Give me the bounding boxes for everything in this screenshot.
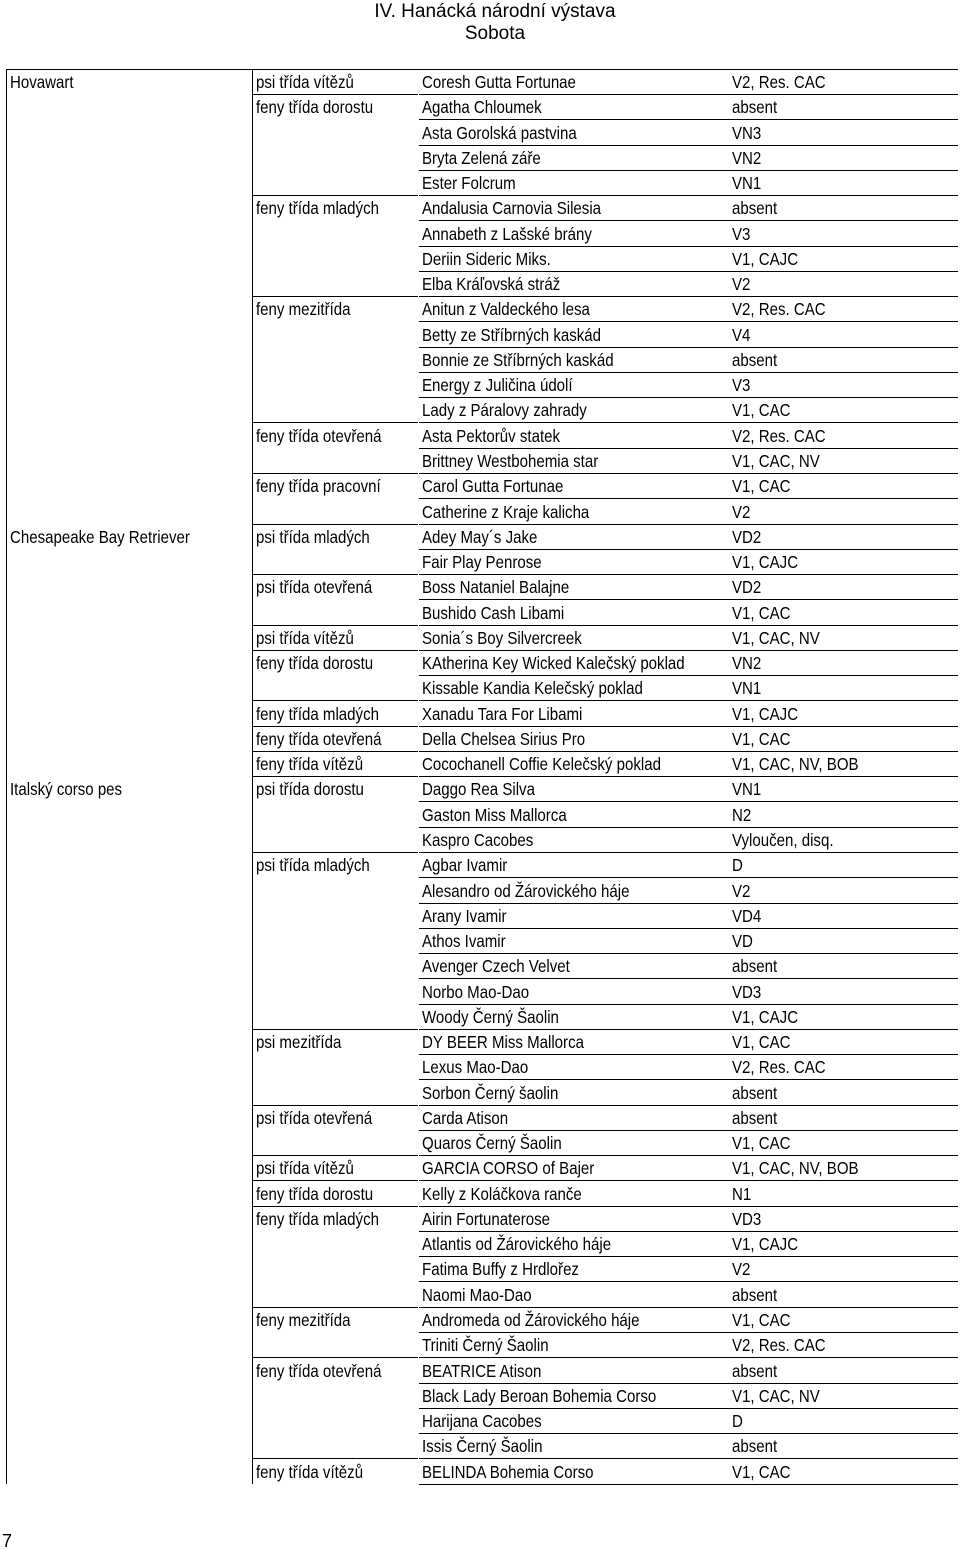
table-row [0,803,960,828]
class-cell: feny třída mladých [256,1208,379,1229]
result-cell: VD3 [732,1208,762,1229]
table-row [0,348,960,373]
table-row [0,853,960,878]
table-row [0,626,960,651]
table-row [0,904,960,929]
table-row [0,1055,960,1080]
class-cell: feny mezitřída [256,299,351,320]
row-divider [419,1484,958,1485]
dog-name-cell: Atlantis od Žárovického háje [422,1234,612,1255]
dog-name-cell: Boss Nataniel Balajne [422,577,570,598]
dog-name-cell: Della Chelsea Sirius Pro [422,728,586,749]
class-cell: feny třída vítězů [256,1461,364,1482]
table-row [0,95,960,120]
class-cell: feny třída otevřená [256,1360,382,1381]
dog-name-cell: Quaros Černý Šaolin [422,1133,562,1154]
page-number: 7 [2,1531,13,1551]
result-cell: V3 [732,223,751,244]
table-row [0,1434,960,1459]
table-row [0,954,960,979]
class-cell: feny mezitřída [256,1310,351,1331]
dog-name-cell: BEATRICE Atison [422,1360,542,1381]
dog-name-cell: Adey May´s Jake [422,526,538,547]
result-cell: D [732,855,743,876]
table-row [0,121,960,146]
table-row [0,373,960,398]
class-cell: psi třída vítězů [256,627,354,648]
result-cell: V2, Res. CAC [732,299,826,320]
table-row [0,828,960,853]
table-row [0,1182,960,1207]
dog-name-cell: Energy z Juličina údolí [422,375,573,396]
dog-name-cell: Issis Černý Šaolin [422,1436,543,1457]
result-cell: V1, CAC, NV, BOB [732,1158,859,1179]
page-title: IV. Hanácká národní výstava [374,1,616,22]
dog-name-cell: Kelly z Koláčkova ranče [422,1183,582,1204]
class-cell: psi třída vítězů [256,1158,354,1179]
result-cell: V3 [732,375,751,396]
result-cell: V1, CAC [732,1032,791,1053]
result-cell: V2 [732,274,751,295]
table-row [0,1106,960,1131]
dog-name-cell: Kissable Kandia Kelečský poklad [422,678,643,699]
class-cell: feny třída vítězů [256,754,364,775]
table-row [0,1207,960,1232]
dog-name-cell: KAtherina Key Wicked Kalečský poklad [422,653,685,674]
table-row [0,1308,960,1333]
class-cell: feny třída mladých [256,703,379,724]
result-cell: absent [732,1284,778,1305]
class-cell: psi třída mladých [256,526,370,547]
result-cell: absent [732,1436,778,1457]
class-cell: psi třída dorostu [256,779,364,800]
dog-name-cell: Lexus Mao-Dao [422,1057,529,1078]
table-row [0,1283,960,1308]
result-cell: V1, CAC, NV [732,1385,820,1406]
table-row [0,752,960,777]
dog-name-cell: BELINDA Bohemia Corso [422,1461,594,1482]
result-cell: V1, CAC [732,1461,791,1482]
table-row [0,1257,960,1282]
result-cell: V2, Res. CAC [732,1057,826,1078]
dog-name-cell: Gaston Miss Mallorca [422,804,567,825]
result-cell: Vyloučen, disq. [732,829,834,850]
result-cell: V2, Res. CAC [732,1335,826,1356]
table-row [0,146,960,171]
table-row [0,171,960,196]
table-row [0,1030,960,1055]
dog-name-cell: Carda Atison [422,1107,509,1128]
result-cell: V1, CAJC [732,248,799,269]
dog-name-cell: Alesandro od Žárovického háje [422,880,630,901]
dog-name-cell: Sonia´s Boy Silvercreek [422,627,582,648]
class-cell: psi třída vítězů [256,72,354,92]
result-cell: V1, CAC [732,1133,791,1154]
dog-name-cell: Norbo Mao-Dao [422,981,530,1002]
dog-name-cell: Andalusia Carnovia Silesia [422,198,602,219]
result-cell: V1, CAC, NV, BOB [732,754,859,775]
table-row [0,247,960,272]
table-row [0,1131,960,1156]
dog-name-cell: Airin Fortunaterose [422,1208,550,1229]
dog-name-cell: Daggo Rea Silva [422,779,535,800]
table-row [0,676,960,701]
table-row [0,474,960,499]
result-cell: V1, CAJC [732,552,799,573]
table-row [0,1409,960,1434]
table-row [0,601,960,626]
page-subtitle: Sobota [464,23,526,44]
result-cell: VN1 [732,678,762,699]
result-cell: VN1 [732,173,762,194]
result-cell: V1, CAC [732,728,791,749]
dog-name-cell: Bryta Zelená záře [422,147,541,168]
table-row [0,1384,960,1409]
result-cell: V2, Res. CAC [732,72,826,92]
table-row [0,651,960,676]
result-cell: N2 [732,804,752,825]
class-cell: feny třída mladých [256,198,379,219]
table-row [0,398,960,423]
result-cell: V1, CAJC [732,1006,799,1027]
dog-name-cell: Coresh Gutta Fortunae [422,72,576,92]
dog-name-cell: Carol Gutta Fortunae [422,476,564,497]
table-row [0,980,960,1005]
result-cell: VN2 [732,653,762,674]
dog-name-cell: Asta Pektorův statek [422,425,561,446]
dog-name-cell: DY BEER Miss Mallorca [422,1032,584,1053]
dog-name-cell: GARCIA CORSO of Bajer [422,1158,595,1179]
result-cell: V1, CAJC [732,1234,799,1255]
result-cell: VN1 [732,779,762,800]
dog-name-cell: Ester Folcrum [422,173,516,194]
dog-name-cell: Harijana Cacobes [422,1411,542,1432]
dog-name-cell: Anitun z Valdeckého lesa [422,299,590,320]
table-row [0,1156,960,1181]
dog-name-cell: Agatha Chloumek [422,97,542,118]
dog-name-cell: Woody Černý Šaolin [422,1006,559,1027]
dog-name-cell: Triniti Černý Šaolin [422,1335,549,1356]
result-cell: absent [732,1082,778,1103]
class-cell: psi třída mladých [256,855,370,876]
table-row [0,449,960,474]
results-table [0,70,960,1485]
result-cell: absent [732,198,778,219]
dog-name-cell: Sorbon Černý šaolin [422,1082,559,1103]
dog-name-cell: Naomi Mao-Dao [422,1284,532,1305]
dog-name-cell: Catherine z Kraje kalicha [422,501,590,522]
breed-cell: Italský corso pes [10,779,123,800]
result-cell: V1, CAC [732,476,791,497]
table-row [0,575,960,600]
result-cell: V4 [732,324,751,345]
result-cell: V2 [732,880,751,901]
result-cell: V1, CAJC [732,703,799,724]
class-cell: feny třída dorostu [256,653,374,674]
dog-name-cell: Fatima Buffy z Hrdlořez [422,1259,579,1280]
result-cell: absent [732,349,778,370]
dog-name-cell: Andromeda od Žárovického háje [422,1310,640,1331]
table-row [0,1333,960,1358]
table-row [0,1005,960,1030]
result-cell: N1 [732,1183,752,1204]
dog-name-cell: Lady z Páralovy zahrady [422,400,587,421]
dog-name-cell: Brittney Westbohemia star [422,450,599,471]
class-cell: psi mezitřída [256,1032,342,1053]
dog-name-cell: Avenger Czech Velvet [422,956,570,977]
result-cell: V1, CAC [732,1310,791,1331]
dog-name-cell: Asta Gorolská pastvina [422,122,577,143]
result-cell: absent [732,1360,778,1381]
table-row [0,1232,960,1257]
table-row [0,222,960,247]
result-cell: VN3 [732,122,762,143]
dog-name-cell: Black Lady Beroan Bohemia Corso [422,1385,657,1406]
table-row [0,929,960,954]
dog-name-cell: Cocochanell Coffie Kelečský poklad [422,754,661,775]
dog-name-cell: Agbar Ivamir [422,855,508,876]
result-cell: V2 [732,1259,751,1280]
class-cell: feny třída dorostu [256,97,374,118]
table-row [0,525,960,550]
result-cell: absent [732,1107,778,1128]
table-row [0,702,960,727]
dog-name-cell: Bonnie ze Stříbrných kaskád [422,349,614,370]
result-cell: absent [732,97,778,118]
table-row [0,1359,960,1384]
class-cell: feny třída otevřená [256,425,382,446]
result-cell: VD2 [732,526,762,547]
result-cell: V1, CAC [732,602,791,623]
result-cell: V1, CAC [732,400,791,421]
dog-name-cell: Deriin Sideric Miks. [422,248,551,269]
dog-name-cell: Annabeth z Lašské brány [422,223,592,244]
dog-name-cell: Athos Ivamir [422,931,506,952]
dog-name-cell: Betty ze Stříbrných kaskád [422,324,602,345]
class-cell: feny třída otevřená [256,728,382,749]
class-cell: psi třída otevřená [256,1107,373,1128]
result-cell: VD4 [732,905,762,926]
breed-cell: Chesapeake Bay Retriever [10,526,190,547]
class-cell: feny třída dorostu [256,1183,374,1204]
result-cell: D [732,1411,743,1432]
result-cell: V2 [732,501,751,522]
table-row [0,323,960,348]
breed-cell: Hovawart [10,72,74,92]
result-cell: V1, CAC, NV [732,627,820,648]
dog-name-cell: Xanadu Tara For Libami [422,703,583,724]
result-cell: VN2 [732,147,762,168]
dog-name-cell: Bushido Cash Libami [422,602,565,623]
result-cell: VD2 [732,577,762,598]
dog-name-cell: Elba Kráľovská stráž [422,274,561,295]
table-row [0,500,960,525]
dog-name-cell: Arany Ivamir [422,905,507,926]
table-row [0,879,960,904]
table-row [0,727,960,752]
table-row [0,1460,960,1485]
table-row [0,70,960,95]
table-row [0,550,960,575]
dog-name-cell: Fair Play Penrose [422,552,542,573]
result-cell: V1, CAC, NV [732,450,820,471]
result-cell: VD [732,931,753,952]
class-cell: feny třída pracovní [256,476,381,497]
table-row [0,297,960,322]
result-cell: V2, Res. CAC [732,425,826,446]
dog-name-cell: Kaspro Cacobes [422,829,534,850]
table-row [0,424,960,449]
class-cell: psi třída otevřená [256,577,373,598]
table-row [0,777,960,802]
result-cell: VD3 [732,981,762,1002]
result-cell: absent [732,956,778,977]
table-row [0,196,960,221]
table-row [0,1081,960,1106]
table-row [0,272,960,297]
